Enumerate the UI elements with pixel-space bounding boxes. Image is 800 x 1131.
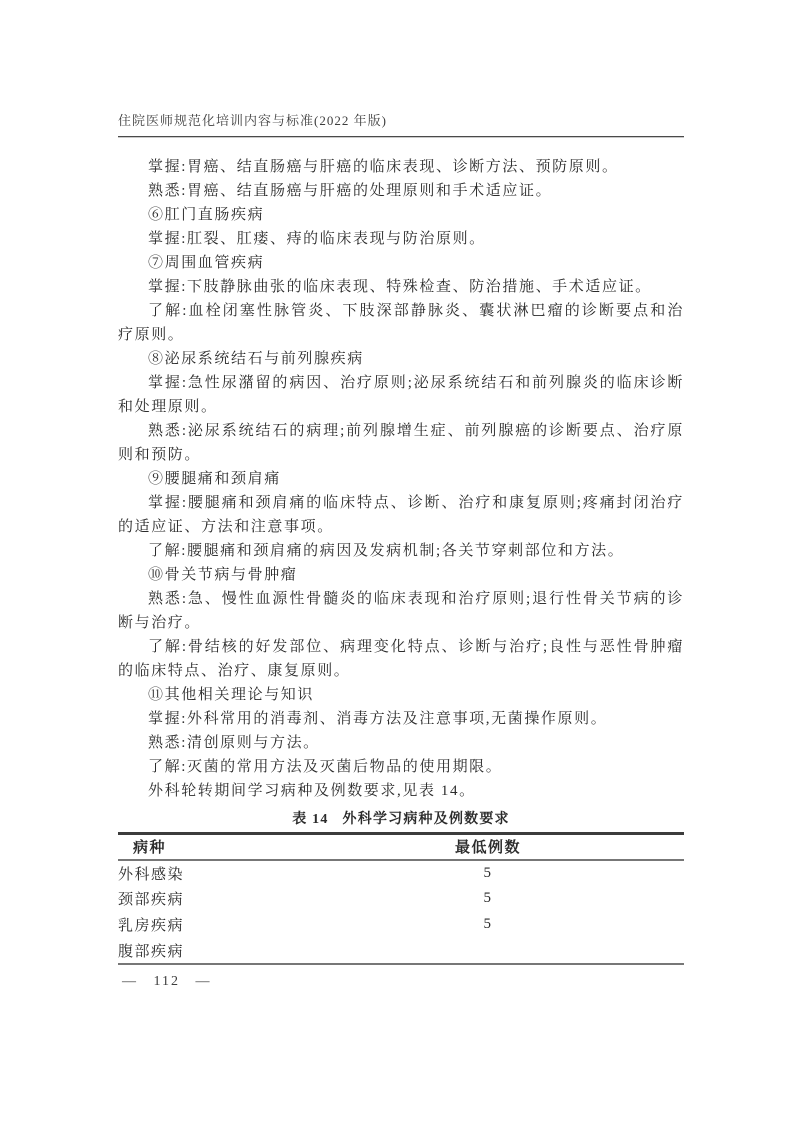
disease-cell: 腹部疾病	[118, 943, 185, 960]
paragraph: ⑧泌尿系统结石与前列腺疾病	[148, 351, 364, 367]
paragraph: 掌握:急性尿潴留的病因、治疗原则;泌尿系统结石和前列腺炎的临床诊断和处理原则。	[118, 375, 684, 415]
disease-cell: 外科感染	[118, 866, 185, 883]
paragraph: 掌握:腰腿痛和颈肩痛的临床特点、诊断、治疗和康复原则;疼痛封闭治疗的适应证、方法和注意事项。	[118, 495, 684, 535]
document-title: 住院医师规范化培训内容与标准(2022 年版)	[118, 113, 387, 128]
paragraph: 掌握:胃癌、结直肠癌与肝癌的临床表现、诊断方法、预防原则。	[148, 159, 619, 175]
paragraph: 掌握:肛裂、肛瘘、痔的临床表现与防治原则。	[148, 231, 486, 247]
table-label: 表 14	[292, 812, 329, 827]
paragraph: 熟悉:清创原则与方法。	[148, 735, 320, 751]
paragraph: ⑦周围血管疾病	[148, 255, 265, 271]
column-header-min-cases: 最低例数	[454, 840, 521, 857]
table-row	[118, 860, 684, 886]
table-header-row	[118, 834, 684, 860]
filler-cell	[588, 912, 684, 938]
paragraph: 了解:血栓闭塞性脉管炎、下肢深部静脉炎、囊状淋巴瘤的诊断要点和治疗原则。	[118, 303, 684, 343]
table-14-block	[118, 808, 684, 965]
table-row	[118, 938, 684, 964]
page-number: — 112 —	[122, 974, 212, 989]
column-header-disease: 病种	[133, 840, 167, 857]
disease-cell: 乳房疾病	[118, 918, 185, 934]
table-caption: 外科学习病种及例数要求	[342, 812, 510, 827]
disease-cell: 颈部疾病	[118, 892, 185, 908]
filler-cell	[588, 938, 684, 964]
paragraph: 了解:腰腿痛和颈肩痛的病因及发病机制;各关节穿刺部位和方法。	[148, 543, 625, 559]
filler-cell	[588, 860, 684, 886]
table-row	[118, 886, 684, 912]
running-header	[118, 112, 684, 130]
paragraph: 熟悉:泌尿系统结石的病理;前列腺增生症、前列腺癌的诊断要点、治疗原则和预防。	[118, 423, 684, 463]
paragraph: 了解:灭菌的常用方法及灭菌后物品的使用期限。	[148, 759, 503, 775]
table-body	[118, 860, 684, 964]
header-rule	[118, 136, 684, 138]
paragraph: 熟悉:急、慢性血源性骨髓炎的临床表现和治疗原则;退行性骨关节病的诊断与治疗。	[118, 591, 684, 631]
column-header-filler	[588, 834, 684, 860]
min-cases-cell	[388, 938, 588, 964]
body-content	[118, 155, 684, 803]
paragraph: 了解:骨结核的好发部位、病理变化特点、诊断与治疗;良性与恶性骨肿瘤的临床特点、治疗、康复原则。	[118, 639, 684, 679]
filler-cell	[588, 886, 684, 912]
paragraph: ⑪其他相关理论与知识	[148, 687, 315, 703]
paragraph: ⑨腰腿痛和颈肩痛	[148, 471, 281, 487]
paragraph: 掌握:外科常用的消毒剂、消毒方法及注意事项,无菌操作原则。	[148, 711, 608, 727]
min-cases-cell: 5	[483, 864, 493, 881]
paragraph: 掌握:下肢静脉曲张的临床表现、特殊检查、防治措施、手术适应证。	[148, 279, 652, 295]
table-row	[118, 912, 684, 938]
min-cases-cell: 5	[483, 890, 493, 906]
table-title	[118, 808, 684, 832]
paragraph: 外科轮转期间学习病种及例数要求,见表 14。	[148, 783, 476, 799]
requirements-table	[118, 832, 684, 965]
paragraph: ⑥肛门直肠疾病	[148, 207, 265, 223]
paragraph: ⑩骨关节病与骨肿瘤	[148, 567, 298, 583]
min-cases-cell: 5	[483, 916, 493, 932]
paragraph: 熟悉:胃癌、结直肠癌与肝癌的处理原则和手术适应证。	[148, 183, 553, 199]
